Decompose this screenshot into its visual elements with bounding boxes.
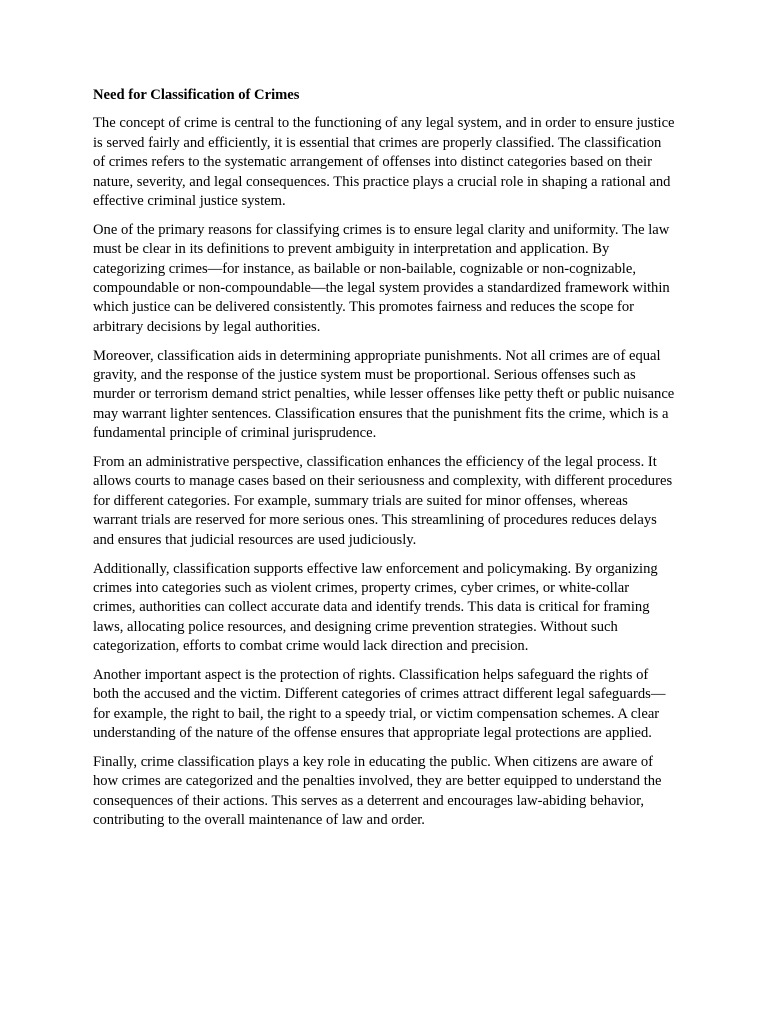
paragraph-protection-of-rights: Another important aspect is the protection of rights. Classification helps safeguard the rights of both the accused and the victim. Different categories of crimes attract different legal safeguards—for example, the right to bail, the right to a speedy trial, or victim compensation schemes. A clear understanding of the nature of the offense ensures that appropriate legal protections are applied.: [93, 666, 666, 742]
paragraph-punishments: Moreover, classification aids in determining appropriate punishments. Not all crimes are of equal gravity, and the response of the justice system must be proportional. Serious offenses such as murder or terrorism demand strict penalties, while lesser offenses like petty theft or public nuisance may warrant lighter sentences. Classification ensures that the punishment fits the crime, which is a fundamental principle of criminal jurisprudence.: [93, 347, 675, 442]
paragraph-legal-clarity: One of the primary reasons for classifying crimes is to ensure legal clarity and uniformity. The law must be clear in its definitions to prevent ambiguity in interpretation and application. By categorizing crimes—for instance, as bailable or non-bailable, cognizable or non-cognizable, compoundable or non-compoundable—the legal system provides a standardized framework within which justice can be delivered consistently. This promotes fairness and reduces the scope for arbitrary decisions by legal authorities.: [93, 221, 670, 335]
paragraph-public-education: Finally, crime classification plays a key role in educating the public. When citizens are aware of how crimes are categorized and the penalties involved, they are better equipped to understand the consequences of their actions. This serves as a deterrent and encourages law-abiding behavior, contributing to the overall maintenance of law and order.: [93, 753, 662, 829]
document-body: [93, 86, 675, 840]
paragraph-administrative: From an administrative perspective, classification enhances the efficiency of the legal process. It allows courts to manage cases based on their seriousness and complexity, with different procedures for different categories. For example, summary trials are suited for minor offenses, whereas warrant trials are reserved for more serious ones. This streamlining of procedures reduces delays and ensures that judicial resources are used judiciously.: [93, 454, 673, 548]
paragraph-introduction: The concept of crime is central to the functioning of any legal system, and in order to ensure justice is served fairly and efficiently, it is essential that crimes are properly classified. The classification of crimes refers to the systematic arrangement of offenses into distinct categories based on their nature, severity, and legal consequences. This practice plays a crucial role in shaping a rational and effective criminal justice system.: [93, 115, 675, 210]
paragraph-law-enforcement: Additionally, classification supports effective law enforcement and policymaking. By organizing crimes into categories such as violent crimes, property crimes, cyber crimes, or white-collar crimes, authorities can collect accurate data and identify trends. This data is critical for framing laws, allocating police resources, and designing crime prevention strategies. Without such categorization, efforts to combat crime would lack direction and precision.: [93, 560, 658, 655]
document-title: Need for Classification of Crimes: [93, 87, 300, 103]
